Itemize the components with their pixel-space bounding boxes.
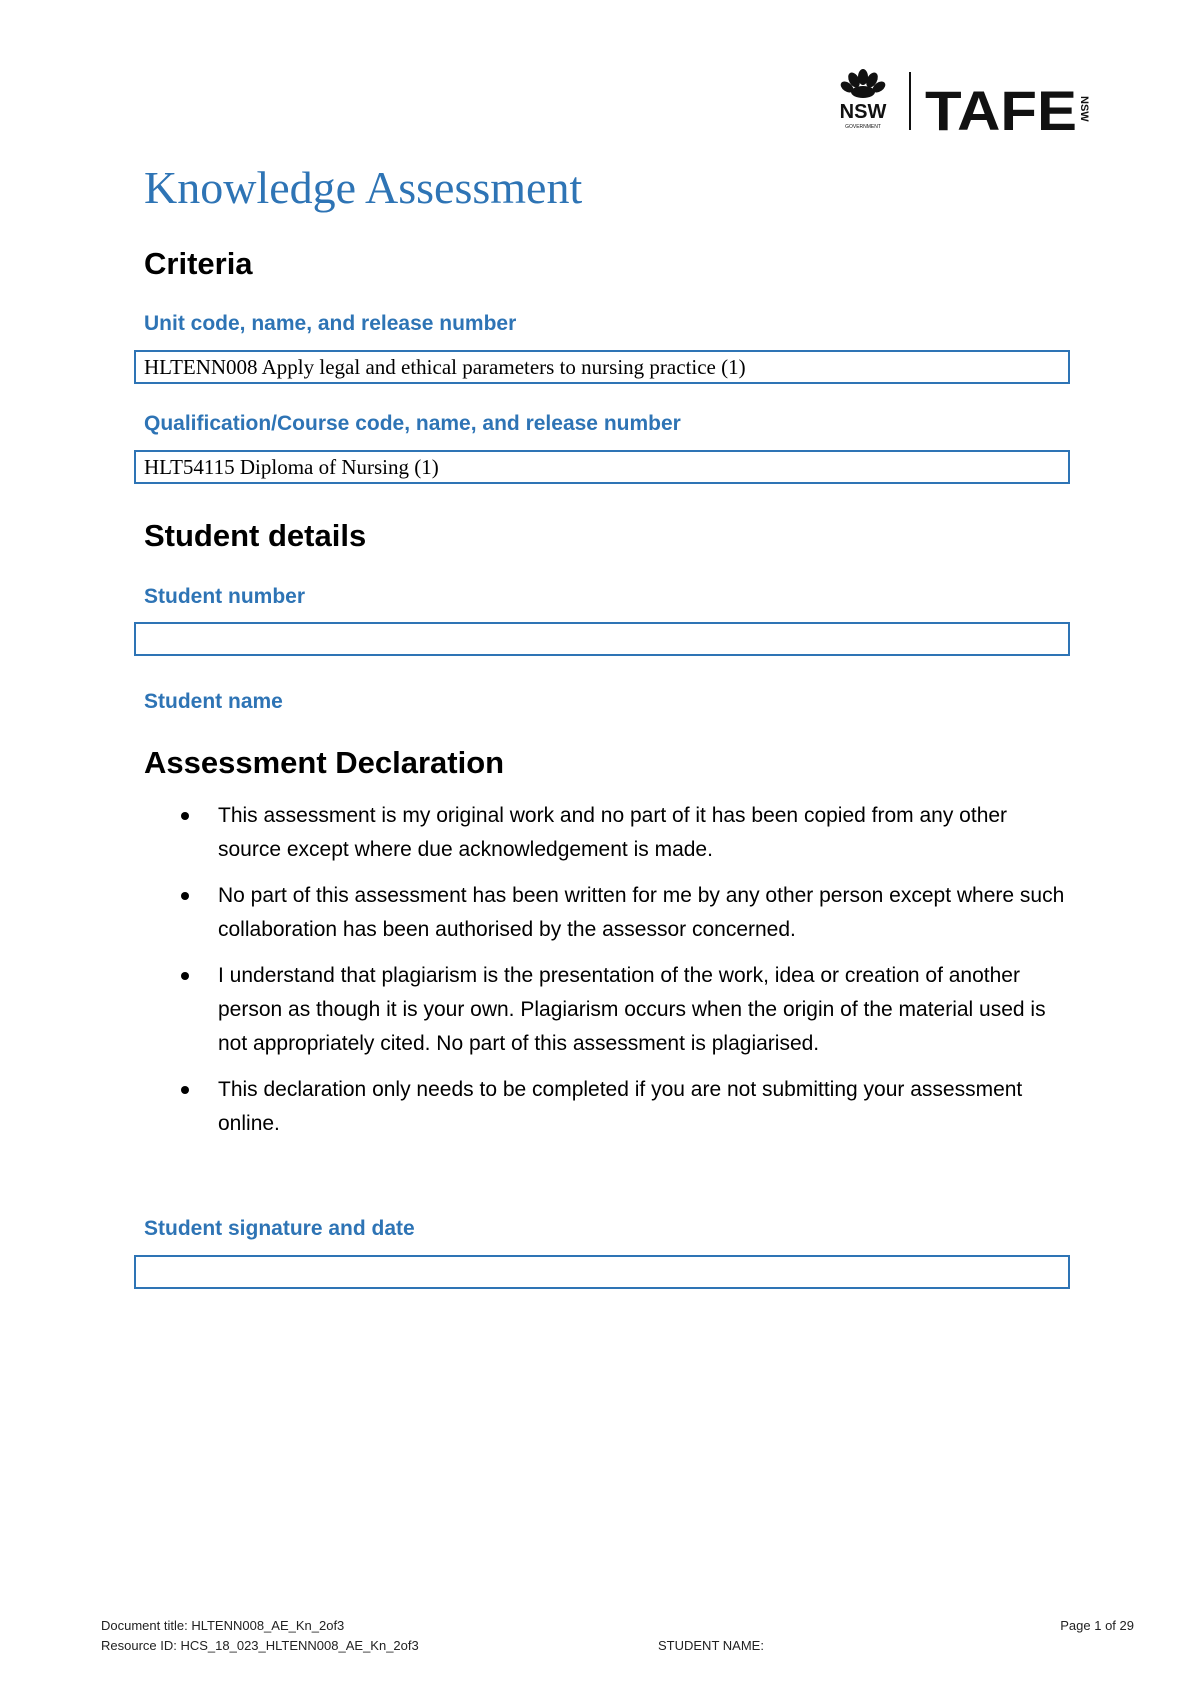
declaration-heading: Assessment Declaration <box>144 745 505 780</box>
list-item <box>144 879 1074 947</box>
declaration-item-text: No part of this assessment has been written for me by any other person except where such collaboration has been authorised by the assessor concerned. <box>218 884 1065 941</box>
list-item <box>144 799 1074 867</box>
student-name-label: Student name <box>144 690 283 713</box>
list-item <box>144 959 1074 1061</box>
footer-document-title: Document title: HLTENN008_AE_Kn_2of3 <box>101 1618 345 1633</box>
signature-field[interactable] <box>134 1255 1070 1289</box>
declaration-item-text: This declaration only needs to be completed if you are not submitting your assessment online. <box>218 1078 1023 1135</box>
bullet-icon <box>181 892 189 900</box>
unit-field[interactable]: HLTENN008 Apply legal and ethical parameters to nursing practice (1) <box>134 350 1070 384</box>
logo-divider <box>909 72 911 130</box>
tafe-logo-text: TAFE <box>925 79 1077 136</box>
nsw-logo-text: NSW <box>839 101 887 123</box>
signature-label: Student signature and date <box>144 1217 415 1240</box>
qualification-field[interactable]: HLT54115 Diploma of Nursing (1) <box>134 450 1070 484</box>
unit-label: Unit code, name, and release number <box>144 312 517 335</box>
footer-student-name: STUDENT NAME: <box>658 1638 764 1653</box>
tafe-logo-suffix: NSW <box>1078 96 1090 122</box>
nsw-logo-subtext: GOVERNMENT <box>845 124 881 130</box>
bullet-icon <box>181 1086 189 1094</box>
page-title: Knowledge Assessment <box>144 162 583 213</box>
criteria-heading: Criteria <box>144 246 253 281</box>
declaration-item-text: This assessment is my original work and no part of it has been copied from any other source except where due acknowledgement is made. <box>218 804 1008 861</box>
list-item <box>144 1073 1074 1141</box>
footer-page-number: Page 1 of 29 <box>1060 1618 1134 1633</box>
student-number-label: Student number <box>144 585 305 608</box>
bullet-icon <box>181 972 189 980</box>
declaration-list <box>144 799 1074 1153</box>
tafe-nsw-logo <box>833 68 1093 136</box>
declaration-item-text: I understand that plagiarism is the presentation of the work, idea or creation of another person as though it is your own. Plagiarism occurs when the origin of the material used is not appropriately cited. No part of this assessment is plagiarised. <box>218 964 1046 1055</box>
student-details-heading: Student details <box>144 518 367 553</box>
nsw-waratah-icon <box>839 69 888 98</box>
student-number-field[interactable] <box>134 622 1070 656</box>
qualification-label: Qualification/Course code, name, and release number <box>144 412 681 435</box>
bullet-icon <box>181 812 189 820</box>
footer-resource-id: Resource ID: HCS_18_023_HLTENN008_AE_Kn_2of3 <box>101 1638 419 1653</box>
